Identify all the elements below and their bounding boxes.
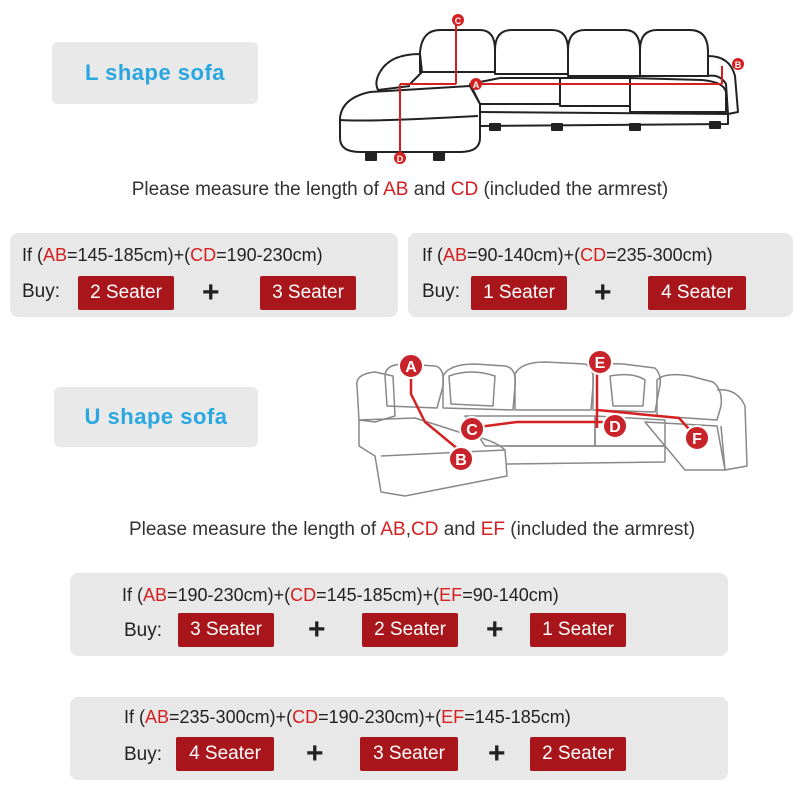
condition-line [22, 245, 323, 266]
l-instruction [0, 179, 800, 201]
plus-sign: + [488, 737, 506, 770]
condition-line [124, 707, 571, 728]
svg-text:D: D [609, 419, 621, 436]
cond-text: =190-230cm) [216, 245, 323, 265]
cond-text: =90-140cm) [462, 585, 559, 605]
svg-text:C: C [466, 422, 478, 439]
cond-text: =190-230cm)+( [167, 585, 291, 605]
buy-label: Buy: [124, 620, 163, 641]
cond-key: CD [290, 585, 317, 605]
l-marker-d [394, 152, 406, 164]
l-marker-c [452, 14, 464, 26]
l-shape-title: L shape sofa [84, 60, 226, 85]
l-marker-a [470, 78, 482, 90]
cond-key: CD [580, 245, 607, 265]
u-shape-sofa-illustration [345, 346, 755, 506]
cond-key: EF [441, 707, 465, 727]
l-shape-sofa-illustration [330, 12, 750, 172]
u-marker-d [603, 414, 627, 438]
u-marker-f [685, 426, 709, 450]
l-marker-b [732, 58, 744, 70]
instruction-text: and [438, 519, 481, 540]
cond-key: EF [439, 585, 463, 605]
seater-button[interactable]: 3 Seater [260, 276, 356, 310]
svg-text:A: A [405, 359, 417, 376]
cond-key: CD [190, 245, 217, 265]
u-marker-b [449, 447, 473, 471]
u-option-card-1 [70, 573, 728, 656]
seater-button[interactable]: 3 Seater [360, 737, 458, 771]
instruction-text: and [408, 179, 451, 200]
plus-sign: + [306, 737, 324, 770]
u-option-card-2 [70, 697, 728, 780]
instruction-cd: CD [450, 179, 479, 200]
cond-text: =235-300cm)+( [169, 707, 293, 727]
seater-button[interactable]: 1 Seater [530, 613, 626, 647]
plus-sign: + [594, 276, 612, 309]
instruction-ab: AB [380, 519, 406, 540]
svg-text:E: E [594, 355, 606, 372]
condition-line [122, 585, 559, 606]
cond-key: AB [145, 707, 170, 727]
instruction-text: Please measure the length of [131, 179, 384, 200]
cond-key: AB [43, 245, 68, 265]
seater-button[interactable]: 4 Seater [176, 737, 274, 771]
plus-sign: + [308, 613, 326, 646]
instruction-ef: EF [480, 519, 505, 540]
l-option-card-1 [10, 233, 398, 317]
condition-line [422, 245, 713, 266]
seater-button[interactable]: 2 Seater [78, 276, 174, 310]
cond-key: AB [443, 245, 468, 265]
instruction-cd: CD [410, 519, 439, 540]
buy-label: Buy: [422, 281, 461, 302]
svg-text:D: D [396, 154, 404, 164]
u-instruction [12, 519, 800, 541]
svg-text:C: C [454, 16, 462, 26]
u-marker-e [588, 350, 612, 374]
cond-text: =145-185cm)+( [67, 245, 191, 265]
u-marker-c [460, 417, 484, 441]
cond-text: =235-300cm) [606, 245, 713, 265]
seater-button[interactable]: 4 Seater [648, 276, 746, 310]
buy-label: Buy: [124, 744, 163, 765]
cond-text: =145-185cm) [464, 707, 571, 727]
cond-text: If ( [422, 245, 443, 265]
u-shape-title: U shape sofa [84, 404, 228, 429]
cond-key: CD [292, 707, 319, 727]
u-shape-title-box [54, 387, 258, 447]
cond-text: =190-230cm)+( [318, 707, 442, 727]
l-shape-title-box [52, 42, 258, 104]
instruction-text: (included the armrest) [478, 179, 669, 200]
buy-label: Buy: [22, 281, 61, 302]
cond-text: =90-140cm)+( [467, 245, 581, 265]
plus-sign: + [202, 276, 220, 309]
l-option-card-2 [408, 233, 793, 317]
instruction-text: , [405, 519, 411, 540]
svg-text:B: B [455, 452, 467, 469]
svg-text:B: B [734, 60, 742, 70]
cond-text: =145-185cm)+( [316, 585, 440, 605]
seater-button[interactable]: 3 Seater [178, 613, 274, 647]
instruction-text: (included the armrest) [504, 519, 696, 540]
svg-text:F: F [692, 431, 702, 448]
seater-button[interactable]: 2 Seater [362, 613, 458, 647]
plus-sign: + [486, 613, 504, 646]
instruction-text: Please measure the length of [128, 519, 381, 540]
cond-key: AB [143, 585, 168, 605]
seater-button[interactable]: 2 Seater [530, 737, 626, 771]
u-marker-a [399, 354, 423, 378]
cond-text: If ( [22, 245, 43, 265]
svg-text:A: A [472, 80, 480, 90]
seater-button[interactable]: 1 Seater [471, 276, 567, 310]
instruction-ab: AB [383, 179, 409, 200]
cond-text: If ( [122, 585, 143, 605]
cond-text: If ( [124, 707, 145, 727]
